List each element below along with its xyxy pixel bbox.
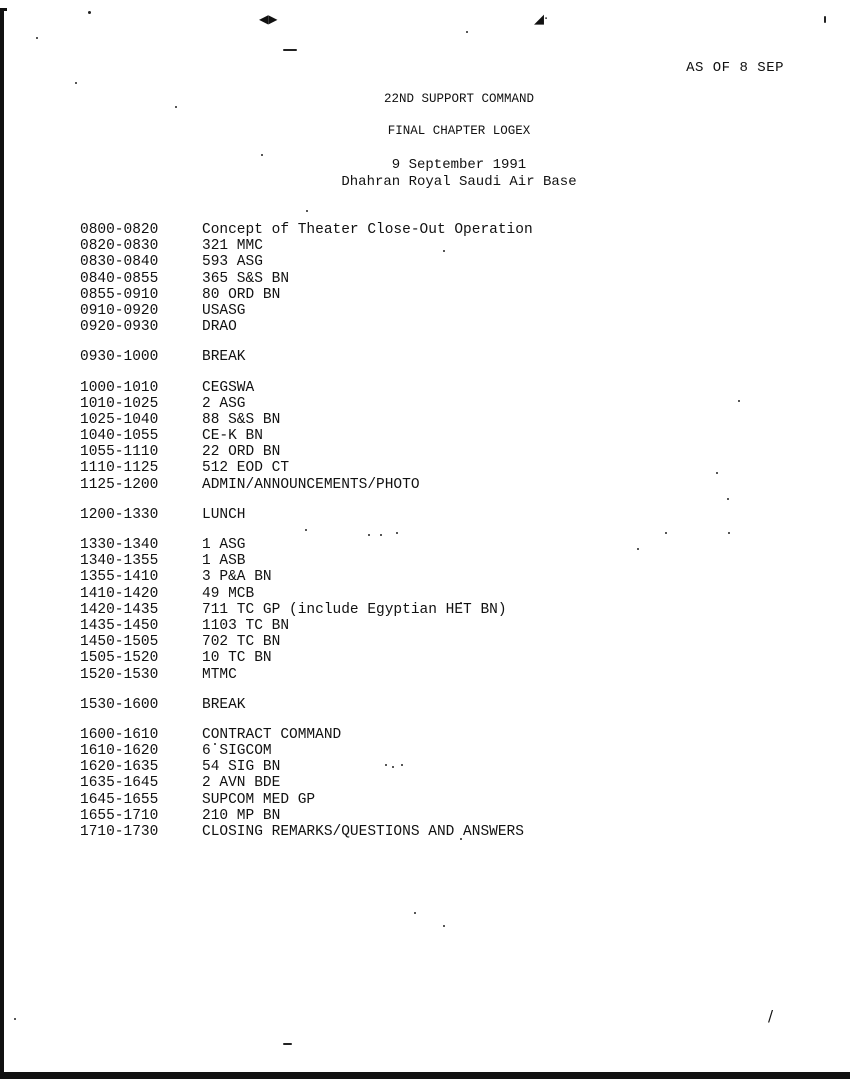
schedule-item: 702 TC BN <box>202 634 281 651</box>
schedule-row <box>80 634 800 650</box>
schedule-row <box>80 380 800 396</box>
schedule-time: 1125-1200 <box>80 476 159 493</box>
schedule-row <box>80 650 800 666</box>
schedule-row <box>80 775 800 791</box>
schedule-time: 1610-1620 <box>80 743 159 760</box>
schedule-row-lunch <box>80 507 800 523</box>
schedule-item: CLOSING REMARKS/QUESTIONS AND ANSWERS <box>202 824 524 840</box>
schedule-row <box>80 808 800 824</box>
event-title: FINAL CHAPTER LOGEX <box>387 124 531 138</box>
scan-mark: ◢· <box>534 12 549 27</box>
schedule-time: 1025-1040 <box>80 411 159 428</box>
schedule-time: 1520-1530 <box>80 666 159 683</box>
scan-speck <box>75 82 77 84</box>
schedule-row <box>80 287 800 303</box>
schedule-item: 10 TC BN <box>202 650 272 667</box>
schedule-time: 1655-1710 <box>80 807 159 824</box>
schedule-row <box>80 477 800 493</box>
schedule-item: 22 ORD BN <box>202 444 281 461</box>
schedule-row <box>80 537 800 553</box>
schedule-item: 1 ASB <box>202 553 246 570</box>
schedule-time: 1635-1645 <box>80 775 159 792</box>
schedule-row <box>80 792 800 808</box>
schedule-time: 0910-0920 <box>80 302 159 319</box>
schedule-time: 0800-0820 <box>80 222 159 238</box>
scan-speck <box>36 37 38 39</box>
scan-speck <box>466 31 468 33</box>
schedule-item: 80 ORD BN <box>202 286 281 303</box>
schedule-time: 1000-1010 <box>80 379 159 396</box>
schedule-item: BREAK <box>202 696 246 713</box>
pen-mark: / <box>768 1007 774 1025</box>
schedule-time: 1645-1655 <box>80 791 159 808</box>
schedule-item: 210 MP BN <box>202 807 281 824</box>
schedule-row <box>80 222 800 238</box>
schedule-row <box>80 319 800 335</box>
scan-speck <box>88 11 91 14</box>
schedule-item: USASG <box>202 302 246 319</box>
schedule-time: 1450-1505 <box>80 634 159 651</box>
scan-speck <box>261 154 263 156</box>
schedule-time: 0820-0830 <box>80 238 159 255</box>
schedule-time: 0840-0855 <box>80 270 159 287</box>
schedule-row <box>80 553 800 569</box>
schedule-item: ADMIN/ANNOUNCEMENTS/PHOTO <box>202 476 420 493</box>
schedule-item: 54 SIG BN <box>202 759 281 776</box>
organization-title: 22ND SUPPORT COMMAND <box>383 92 535 106</box>
schedule-item: CEGSWA <box>202 379 255 396</box>
schedule-row-break <box>80 697 800 713</box>
schedule-item: 49 MCB <box>202 585 255 602</box>
scan-speck <box>175 106 177 108</box>
schedule-item: SUPCOM MED GP <box>202 791 316 808</box>
scan-speck <box>283 1043 292 1045</box>
schedule-item: Concept of Theater Close-Out Operation <box>202 222 533 238</box>
schedule-time: 1110-1125 <box>80 460 159 477</box>
scan-speck <box>283 49 297 51</box>
schedule-time: 1010-1025 <box>80 395 159 412</box>
schedule-item: CONTRACT COMMAND <box>202 726 342 743</box>
schedule-time: 0930-1000 <box>80 349 159 366</box>
schedule-time: 0830-0840 <box>80 254 159 271</box>
schedule-item: 2 ASG <box>202 395 246 412</box>
schedule-time: 1340-1355 <box>80 553 159 570</box>
schedule-list <box>80 222 800 840</box>
schedule-row <box>80 618 800 634</box>
schedule-time: 1420-1435 <box>80 601 159 618</box>
scan-speck <box>824 16 826 23</box>
scan-speck <box>306 210 308 212</box>
schedule-time: 1505-1520 <box>80 650 159 667</box>
schedule-time: 1040-1055 <box>80 428 159 445</box>
scan-border-left <box>0 8 4 1074</box>
schedule-row <box>80 428 800 444</box>
schedule-row <box>80 824 800 840</box>
schedule-row <box>80 303 800 319</box>
schedule-time: 1435-1450 <box>80 617 159 634</box>
schedule-row <box>80 743 800 759</box>
schedule-row <box>80 460 800 476</box>
schedule-item: 711 TC GP (include Egyptian HET BN) <box>202 601 507 618</box>
schedule-item: BREAK <box>202 349 246 366</box>
scan-mark: ◀▶ <box>259 12 278 26</box>
schedule-time: 1600-1610 <box>80 726 159 743</box>
schedule-time: 1710-1730 <box>80 824 159 840</box>
schedule-row <box>80 602 800 618</box>
event-location: Dhahran Royal Saudi Air Base <box>341 174 577 190</box>
schedule-item: 6 SIGCOM <box>202 743 272 760</box>
schedule-row <box>80 271 800 287</box>
schedule-row-break <box>80 349 800 365</box>
schedule-row <box>80 586 800 602</box>
schedule-time: 1055-1110 <box>80 444 159 461</box>
schedule-item: 512 EOD CT <box>202 460 290 477</box>
event-date: 9 September 1991 <box>391 157 527 173</box>
schedule-row <box>80 238 800 254</box>
schedule-row <box>80 412 800 428</box>
schedule-row <box>80 727 800 743</box>
schedule-item: MTMC <box>202 666 237 683</box>
schedule-item: 1 ASG <box>202 537 246 553</box>
schedule-time: 1330-1340 <box>80 537 159 553</box>
schedule-item: 1103 TC BN <box>202 617 290 634</box>
schedule-row <box>80 444 800 460</box>
schedule-time: 1530-1600 <box>80 696 159 713</box>
schedule-item: 321 MMC <box>202 238 263 255</box>
schedule-row <box>80 254 800 270</box>
schedule-item: LUNCH <box>202 506 246 523</box>
schedule-item: 593 ASG <box>202 254 263 271</box>
schedule-row <box>80 667 800 683</box>
schedule-item: 3 P&A BN <box>202 569 272 586</box>
schedule-row <box>80 569 800 585</box>
schedule-item: CE-K BN <box>202 428 263 445</box>
schedule-time: 1410-1420 <box>80 585 159 602</box>
scan-speck <box>443 925 445 927</box>
as-of-date: AS OF 8 SEP <box>686 60 784 76</box>
schedule-row <box>80 759 800 775</box>
schedule-item: 365 S&S BN <box>202 270 290 287</box>
schedule-time: 0855-0910 <box>80 286 159 303</box>
schedule-item: DRAO <box>202 319 237 336</box>
schedule-item: 2 AVN BDE <box>202 775 281 792</box>
schedule-time: 1355-1410 <box>80 569 159 586</box>
schedule-time: 1620-1635 <box>80 759 159 776</box>
scan-speck <box>414 912 416 914</box>
schedule-time: 0920-0930 <box>80 319 159 336</box>
scan-speck <box>14 1018 16 1020</box>
schedule-time: 1200-1330 <box>80 506 159 523</box>
schedule-item: 88 S&S BN <box>202 411 281 428</box>
scan-border-top <box>0 8 7 11</box>
schedule-row <box>80 396 800 412</box>
scan-border-bottom <box>0 1072 850 1079</box>
